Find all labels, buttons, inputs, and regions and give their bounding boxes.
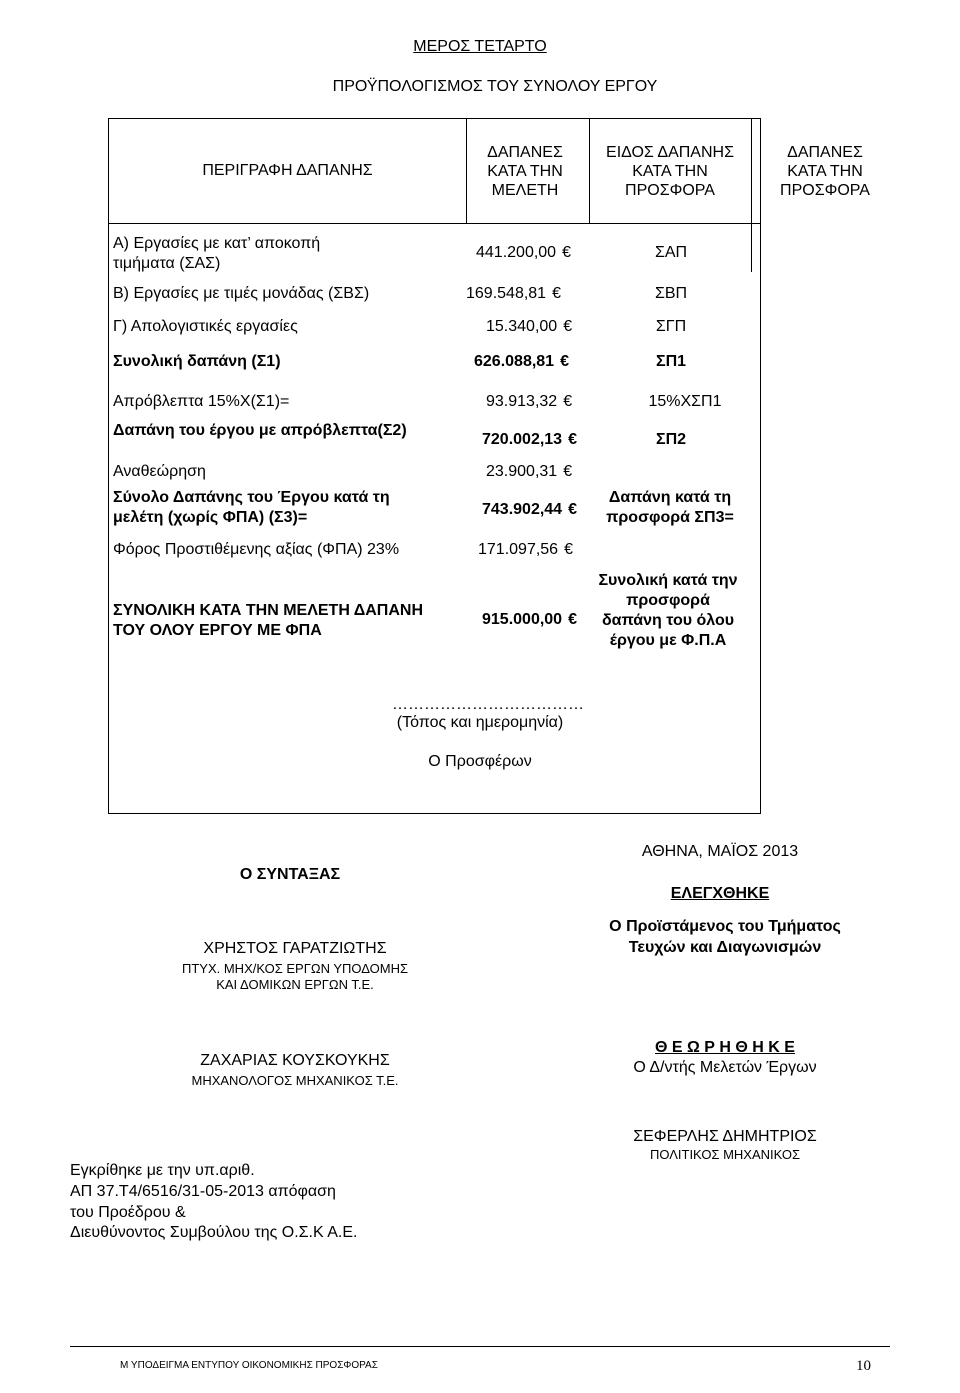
director-name: ΣΕΦΕΡΛΗΣ ΔΗΜΗΤΡΙΟΣ [633,1128,817,1145]
row-desc-total1: Συνολική δαπάνη (Σ1) [113,353,281,370]
row-code-total1: ΣΠ1 [655,353,687,370]
second-title: ΜΗΧΑΝΟΛΟΓΟΣ ΜΗΧΑΝΙΚΟΣ Τ.Ε. [191,1073,399,1088]
row-value-c [486,318,586,336]
row-desc-grand-total: ΣΥΝΟΛΙΚΗ ΚΑΤΑ ΤΗΝ ΜΕΛΕΤΗ ΔΑΠΑΝΗ ΤΟΥ ΟΛΟΥ ΕΡΓΟΥ ΜΕ ΦΠΑ [113,602,424,639]
euro-icon: € [568,501,577,518]
row-desc-vat: Φόρος Προστιθέμενης αξίας (ΦΠΑ) 23% [113,541,400,558]
header-divider [108,223,760,224]
row-code-grand-total: Συνολική κατά την προσφορά δαπάνη του όλου έργου με Φ.Π.Α [598,572,738,649]
row-desc-c: Γ) Απολογιστικές εργασίες [113,318,298,335]
row-value-revision-text: 23.900,31 [486,463,558,480]
approval-line-1: Εγκρίθηκε με την υπ.αριθ. [70,1162,255,1179]
header-study-cost: ΔΑΠΑΝΕΣ ΚΑΤΑ ΤΗΝ ΜΕΛΕΤΗ [487,144,563,199]
row-value-b-text: 169.548,81 [466,285,547,302]
reviewed-label: Θ Ε Ω Ρ Η Θ Η Κ Ε [655,1039,795,1056]
row-value-c-text: 15.340,00 [486,318,558,335]
page-number: 10 [856,1358,871,1374]
euro-icon: € [560,353,569,370]
approval-line-4: Διευθύνοντος Συμβούλου της Ο.Σ.Κ Α.Ε. [70,1224,358,1241]
header-description: ΠΕΡΙΓΡΑΦΗ ΔΑΠΑΝΗΣ [202,162,373,179]
euro-icon: € [568,611,577,628]
row-code-contingency: 15%ΧΣΠ1 [648,393,722,410]
row-value-total1-text: 626.088,81 [474,353,555,370]
row-desc-revision: Αναθεώρηση [113,463,206,480]
row-code-a: ΣΑΠ [654,244,688,261]
part-title: ΜΕΡΟΣ ΤΕΤΑΡΤΟ [413,38,547,55]
offeror-label: Ο Προσφέρων [428,753,532,770]
row-value-grand-total [482,611,582,629]
euro-icon: € [563,318,573,335]
director-label: Ο Δ/ντής Μελετών Έργων [633,1059,817,1076]
row-code-total2: ΣΠ2 [655,431,687,448]
place-date: (Τόπος και ημερομηνία) [396,714,564,731]
approval-line-2: ΑΠ 37.Τ4/6516/31-05-2013 απόφαση [70,1183,336,1200]
author-degree-1: ΠΤΥΧ. ΜΗΧ/ΚΟΣ ΕΡΓΩΝ ΥΠΟΔΟΜΗΣ [181,961,409,976]
row-value-contingency [486,393,586,411]
row-value-total2 [482,431,582,449]
row-value-grand-total-text: 915.000,00 [482,611,563,628]
euro-icon: € [568,431,577,448]
dots-line: ……………………………… [392,696,584,713]
row-value-b [466,285,566,303]
row-value-revision [486,463,586,481]
row-value-total2-text: 720.002,13 [482,431,563,448]
col-divider-1 [466,118,467,224]
row-code-c: ΣΓΠ [655,318,687,335]
euro-icon: € [564,541,573,558]
row-value-vat-text: 171.097,56 [478,541,559,558]
row-value-a-text: 441.200,00 [476,244,557,261]
footer-rule [70,1346,890,1347]
row-code-b: ΣΒΠ [654,285,688,302]
header-type-offer: ΕΙΔΟΣ ΔΑΠΑΝΗΣ ΚΑΤΑ ΤΗΝ ΠΡΟΣΦΟΡΑ [606,144,734,199]
author-title: Ο ΣΥΝΤΑΞΑΣ [239,866,341,883]
approval-line-3: του Προέδρου & [70,1204,186,1221]
row-desc-contingency: Απρόβλεπτα 15%Χ(Σ1)= [113,393,290,410]
checked-label: ΕΛΕΓΧΘΗΚΕ [670,885,770,902]
second-name: ΖΑΧΑΡΙΑΣ ΚΟΥΣΚΟΥΚΗΣ [200,1052,390,1069]
row-desc-b: Β) Εργασίες με τιμές μονάδας (ΣΒΣ) [113,285,370,302]
row-desc-a: Α) Εργασίες με κατ’ αποκοπή τιμήματα (ΣΑΣ) [113,235,321,272]
director-title: ΠΟΛΙΤΙΚΟΣ ΜΗΧΑΝΙΚΟΣ [649,1147,801,1162]
author-degree-2: ΚΑΙ ΔΟΜΙΚΩΝ ΕΡΓΩΝ Τ.Ε. [216,977,374,992]
euro-icon: € [563,463,573,480]
head-line-2: Τευχών και Διαγωνισμών [628,939,822,956]
row-code-total3: Δαπάνη κατά τη προσφορά ΣΠ3= [606,489,734,526]
row-desc-total3: Σύνολο Δαπάνης του Έργου κατά τη μελέτη (χωρίς ΦΠΑ) (Σ3)= [113,489,390,526]
euro-icon: € [552,285,561,302]
budget-title: ΠΡΟΫΠΟΛΟΓΙΣΜΟΣ ΤΟΥ ΣΥΝΟΛΟΥ ΕΡΓΟΥ [332,78,658,95]
row-desc-total2: Δαπάνη του έργου με απρόβλεπτα(Σ2) [113,422,407,439]
row-value-vat [478,541,578,559]
row-value-contingency-text: 93.913,32 [486,393,558,410]
head-line-1: Ο Προϊστάμενος του Τμήματος [609,918,841,935]
author-name: ΧΡΗΣΤΟΣ ΓΑΡΑΤΖΙΩΤΗΣ [203,940,387,957]
footer-text: Μ ΥΠΟΔΕΙΓΜΑ ΕΝΤΥΠΟΥ ΟΙΚΟΝΟΜΙΚΗΣ ΠΡΟΣΦΟΡΑΣ [120,1360,378,1371]
row-value-total1 [474,353,574,371]
row-value-a [476,244,576,262]
row-value-total3 [482,501,582,519]
header-offer-cost: ΔΑΠΑΝΕΣ ΚΑΤΑ ΤΗΝ ΠΡΟΣΦΟΡΑ [780,144,870,199]
col-divider-2 [589,118,590,224]
city-date: ΑΘΗΝΑ, ΜΑΪΟΣ 2013 [641,843,799,860]
euro-icon: € [562,244,571,261]
row-value-total3-text: 743.902,44 [482,501,563,518]
euro-icon: € [563,393,573,410]
